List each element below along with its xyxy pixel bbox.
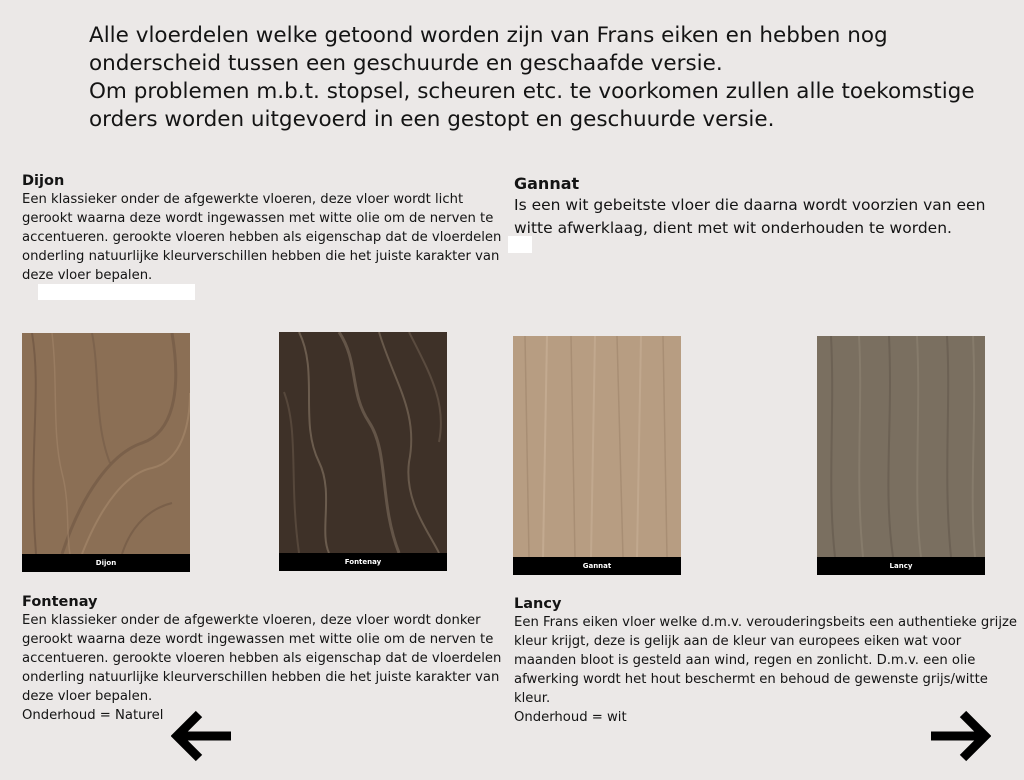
fontenay-text: Een klassieker onder de afgewerkte vloeren, deze vloer wordt donker gerookt waarna deze wordt ingewassen met witte olie om de nerven te accentueren. gerookte vloeren hebben als eigenschap dat de vloerdelen onderling natuurlijke kleurverschillen hebben die het juiste karakter van deze vloer bepalen.: [22, 613, 502, 704]
swatch-fontenay: [279, 332, 447, 571]
arrow-right-icon: [929, 710, 991, 762]
wood-sample-dijon: [22, 333, 190, 554]
dijon-text: Een klassieker onder de afgewerkte vloeren, deze vloer wordt licht gerookt waarna deze wordt ingewassen met witte olie om de nerven te accentueren. gerookte vloeren hebben als eigenschap dat de vloerdelen onderling natuurlijke kleurverschillen hebben die het juiste karakter van deze vloer bepalen.: [22, 192, 502, 283]
intro-paragraph-1: Alle vloerdelen welke getoond worden zijn van Frans eiken en hebben nog onderscheid tussen een geschuurde en geschaafde versie.: [89, 23, 888, 76]
swatch-dijon: [22, 333, 190, 572]
fontenay-description: [22, 594, 510, 725]
fontenay-title: Fontenay: [22, 594, 98, 610]
wood-sample-lancy: [817, 336, 985, 557]
swatch-caption-fontenay: Fontenay: [279, 553, 447, 571]
arrow-left-icon: [171, 710, 233, 762]
lancy-title: Lancy: [514, 596, 562, 612]
next-page-button[interactable]: [929, 710, 991, 766]
white-strip: [38, 284, 195, 300]
swatch-caption-gannat: Gannat: [513, 557, 681, 575]
swatch-caption-dijon: Dijon: [22, 554, 190, 572]
swatch-lancy: [817, 336, 985, 575]
intro-paragraph-2: Om problemen m.b.t. stopsel, scheuren etc. te voorkomen zullen alle toekomstige orders worden uitgevoerd in een gestopt en geschuurde versie.: [89, 79, 975, 132]
lancy-maintenance: Onderhoud = wit: [514, 710, 627, 725]
dijon-description: [22, 173, 508, 285]
swatch-gannat: [513, 336, 681, 575]
gannat-title: Gannat: [514, 174, 580, 193]
intro-text: [89, 22, 989, 134]
gannat-description: [514, 174, 1022, 240]
lancy-text: Een Frans eiken vloer welke d.m.v. verouderingsbeits een authentieke grijze kleur krijgt, deze is gelijk aan de kleur van europees eiken wat voor maanden bloot is gesteld aan wind, regen en zonlicht. D.m.v. een olie afwerking wordt het hout beschermt en behoud de gewenste grijs/witte kleur.: [514, 615, 1018, 706]
lancy-description: [514, 596, 1022, 727]
swatch-caption-lancy: Lancy: [817, 557, 985, 575]
previous-page-button[interactable]: [171, 710, 233, 766]
wood-sample-gannat: [513, 336, 681, 557]
gannat-text: Is een wit gebeitste vloer die daarna wordt voorzien van een witte afwerklaag, dient met wit onderhouden te worden.: [514, 196, 986, 237]
fontenay-maintenance: Onderhoud = Naturel: [22, 708, 164, 723]
dijon-title: Dijon: [22, 173, 65, 189]
wood-sample-fontenay: [279, 332, 447, 553]
